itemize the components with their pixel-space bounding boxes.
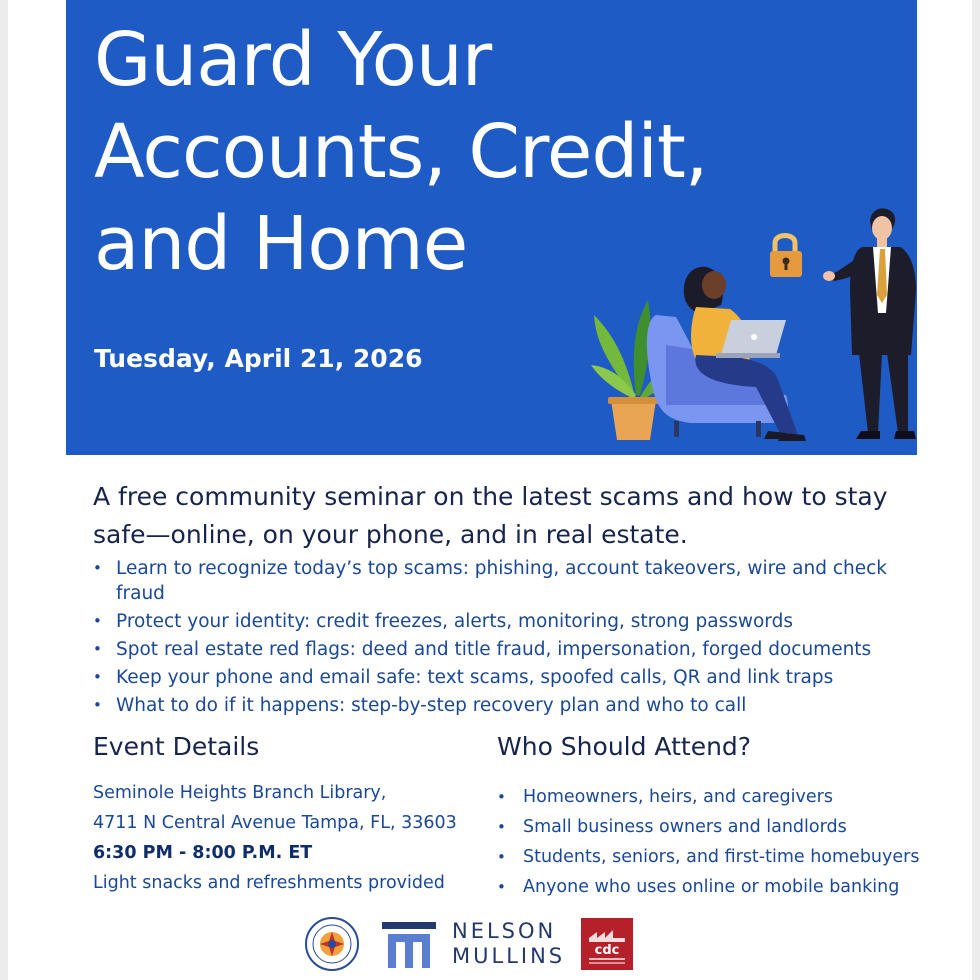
nelson-mullins-mark-icon [382, 922, 436, 968]
title-line-1: Guard Your [94, 17, 492, 103]
wordmark-line-2: MULLINS [452, 944, 566, 968]
list-item: • Homeowners, heirs, and caregivers [497, 782, 937, 812]
event-time: 6:30 PM - 8:00 P.M. ET [93, 843, 313, 863]
nelson-mullins-wordmark [452, 919, 565, 969]
list-item: • Protect your identity: credit freezes, alerts, monitoring, strong passwords [93, 609, 893, 634]
list-item: • Anyone who uses online or mobile banking [497, 872, 937, 902]
intro-text: A free community seminar on the latest scams and how to stay safe—online, on your phone, and in real estate. [93, 482, 888, 549]
list-item: • Learn to recognize today’s top scams: phishing, account takeovers, wire and check fraud [93, 556, 893, 606]
wordmark-line-1: NELSON [452, 919, 557, 943]
cdc-logo-icon [581, 918, 633, 970]
padlock-icon [770, 236, 802, 278]
community-seal-icon [305, 917, 359, 971]
hero-banner [66, 0, 917, 455]
sponsor-logos [305, 915, 645, 973]
attendee-list [497, 782, 937, 902]
event-details-heading: Event Details [93, 732, 260, 761]
list-item: • Keep your phone and email safe: text scams, spoofed calls, QR and link traps [93, 665, 893, 690]
topic-list [93, 556, 893, 721]
event-details [93, 778, 483, 898]
page-edge-right [972, 0, 980, 980]
list-item: • What to do if it happens: step-by-step recovery plan and who to call [93, 693, 893, 718]
hero-illustration [516, 195, 916, 450]
svg-text:cdc: cdc [594, 943, 620, 958]
businessman-icon [823, 208, 916, 439]
event-date: Tuesday, April 21, 2026 [94, 344, 423, 373]
list-item: • Spot real estate red flags: deed and title fraud, impersonation, forged documents [93, 637, 893, 662]
page-edge-left [0, 0, 8, 980]
who-should-attend-heading: Who Should Attend? [497, 732, 752, 761]
event-address: 4711 N Central Avenue Tampa, FL, 33603 [93, 813, 457, 833]
event-venue: Seminole Heights Branch Library, [93, 783, 387, 803]
event-note: Light snacks and refreshments provided [93, 873, 445, 893]
list-item: • Small business owners and landlords [497, 812, 937, 842]
title-line-3: and Home [94, 201, 468, 287]
title-line-2: Accounts, Credit, [94, 109, 708, 195]
list-item: • Students, seniors, and first-time homebuyers [497, 842, 937, 872]
